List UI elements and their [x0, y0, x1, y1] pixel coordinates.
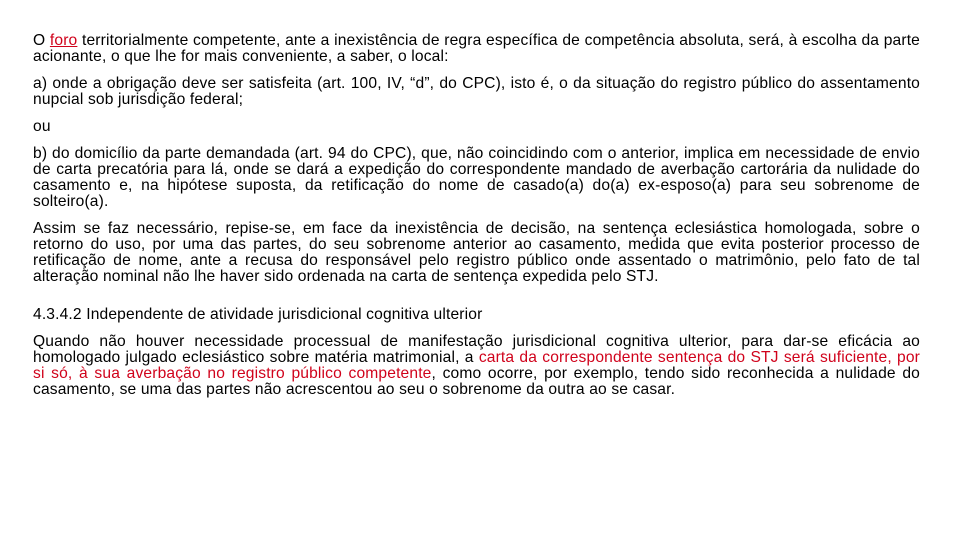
paragraph-quando [33, 334, 920, 398]
section-heading: 4.3.4.2 Independente de atividade jurisdicional cognitiva ulterior [33, 306, 483, 323]
paragraph-foro-start: O [33, 32, 50, 49]
paragraph-quando-start: Quando não houver necessidade processual de manifestação jurisdicional cognitiva ulterior, para dar-se eficácia ao homologado julgado eclesiástico sobre matéria matrimonial, a [33, 333, 920, 366]
highlight-foro: foro [49, 32, 78, 49]
paragraph-ou: ou [33, 118, 51, 135]
highlight-carta-sentenca: carta da correspondente sentença do STJ será suficiente, por si só, à sua averbação no registro público competente [33, 349, 920, 382]
paragraph-assim: Assim se faz necessário, repise-se, em face da inexistência de decisão, na sentença eclesiástica homologada, sobre o retorno do uso, por uma das partes, do seu sobrenome anterior ao casamento, medida que evita posterior processo de retificação de nome, ante a recusa do responsável pelo registro público onde assentado o matrimônio, pelo fato de tal alteração nominal não lhe haver sido ordenada na carta de sentença expedida pelo STJ. [33, 220, 920, 285]
document-page [33, 33, 920, 398]
paragraph-foro-rest: territorialmente competente, ante a inexistência de regra específica de competência absoluta, será, à escolha da parte acionante, o que lhe for mais conveniente, a saber, o local: [33, 32, 921, 65]
paragraph-option-a: a) onde a obrigação deve ser satisfeita (art. 100, IV, “d”, do CPC), isto é, o da situação do registro público do assentamento nupcial sob jurisdição federal; [33, 75, 920, 108]
paragraph-foro [33, 33, 920, 65]
paragraph-quando-rest: , como ocorre, por exemplo, tendo sido reconhecida a nulidade do casamento, se uma das partes não acrescentou ao seu o sobrenome da outra ao se casar. [33, 365, 920, 398]
paragraph-option-b: b) do domicílio da parte demandada (art. 94 do CPC), que, não coincidindo com o anterior, implica em necessidade de envio de carta precatória para lá, onde se dará a expedição do correspondente mandado de averbação cartorária da nulidade do casamento e, na hipótese suposta, da retificação do nome de casado(a) do(a) ex-esposo(a) para seu sobrenome de solteiro(a). [33, 145, 920, 210]
